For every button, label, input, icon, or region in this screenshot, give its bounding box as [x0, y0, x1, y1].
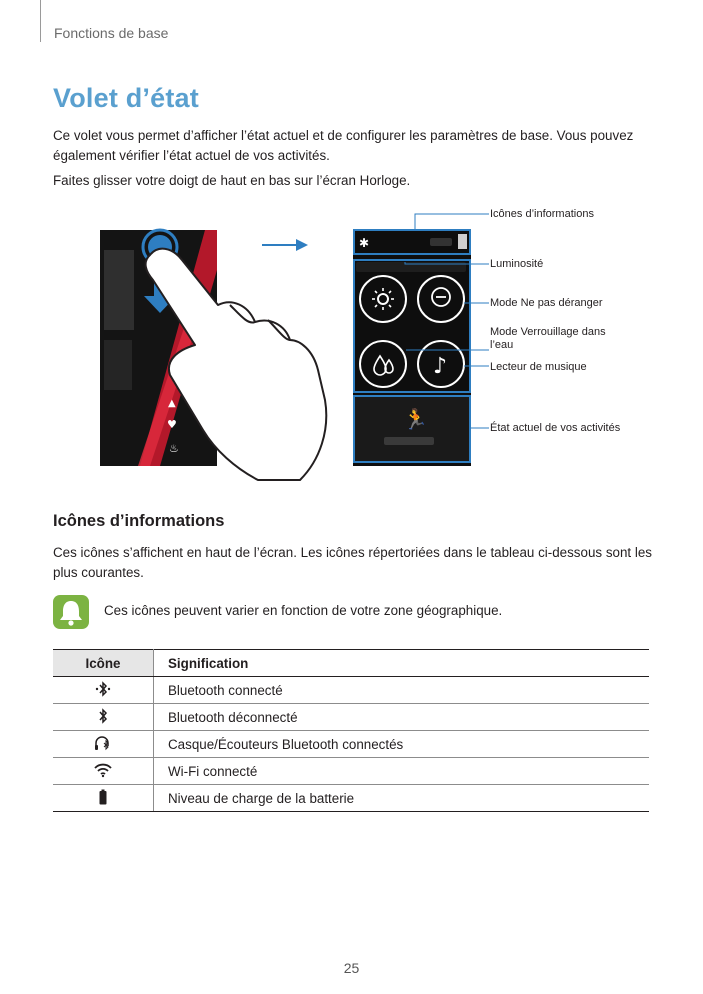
callout-water-lock: Mode Verrouillage dans l’eau [490, 326, 606, 351]
header-icon: Icône [53, 650, 154, 677]
callout-brightness: Luminosité [490, 258, 544, 270]
row-meaning: Casque/Écouteurs Bluetooth connectés [154, 731, 650, 758]
note-badge [53, 595, 89, 629]
page-number: 25 [343, 960, 360, 976]
running-figure-icon: 🏃 [403, 407, 428, 431]
row-meaning: Wi-Fi connecté [154, 758, 650, 785]
bell-icon [53, 595, 89, 629]
svg-text:♪: ♪ [433, 354, 448, 379]
svg-text:▲: ▲ [168, 398, 176, 409]
note-text: Ces icônes peuvent varier en fonction de votre zone géographique. [104, 603, 503, 618]
header-rule [40, 0, 41, 42]
table-row [53, 758, 649, 785]
instruction-paragraph: Faites glisser votre doigt de haut en bas sur l’écran Horloge. [53, 173, 411, 188]
icons-table [53, 649, 649, 812]
header-meaning: Signification [154, 650, 650, 677]
section-paragraph: Ces icônes s’affichent en haut de l’écran. Les icônes répertoriées dans le tableau ci-dessous sont les plus courantes. [53, 545, 652, 580]
table-row [53, 677, 649, 704]
table-row [53, 731, 649, 758]
callout-do-not-disturb: Mode Ne pas déranger [490, 297, 603, 309]
bluetooth-disconnected-icon [93, 708, 113, 724]
row-meaning: Niveau de charge de la batterie [154, 785, 650, 812]
bluetooth-headset-icon [93, 735, 113, 751]
callout-info-icons: Icônes d’informations [490, 208, 594, 220]
row-meaning: Bluetooth connecté [154, 677, 650, 704]
callout-activity: État actuel de vos activités [490, 422, 621, 434]
svg-text:♨: ♨ [169, 442, 179, 455]
table-row [53, 704, 649, 731]
section-heading: Icônes d’informations [53, 512, 225, 530]
callout-music-player: Lecteur de musique [490, 361, 587, 373]
bluetooth-icon: ✱ [359, 236, 370, 250]
wifi-icon [93, 762, 113, 778]
page-title: Volet d’état [53, 83, 199, 113]
row-meaning: Bluetooth déconnecté [154, 704, 650, 731]
watch-status-panel [353, 230, 471, 466]
table-header-row [53, 650, 649, 677]
svg-text:♥: ♥ [167, 418, 177, 431]
bluetooth-connected-icon [93, 681, 113, 697]
battery-icon [93, 789, 113, 805]
section-header: Fonctions de base [54, 25, 169, 41]
table-row [53, 785, 649, 812]
intro-paragraph: Ce volet vous permet d’afficher l’état actuel et de configurer les paramètres de base. Vous pouvez également vérifier l’état actuel de vos activités. [53, 128, 634, 163]
arrow-right-icon [262, 239, 308, 251]
